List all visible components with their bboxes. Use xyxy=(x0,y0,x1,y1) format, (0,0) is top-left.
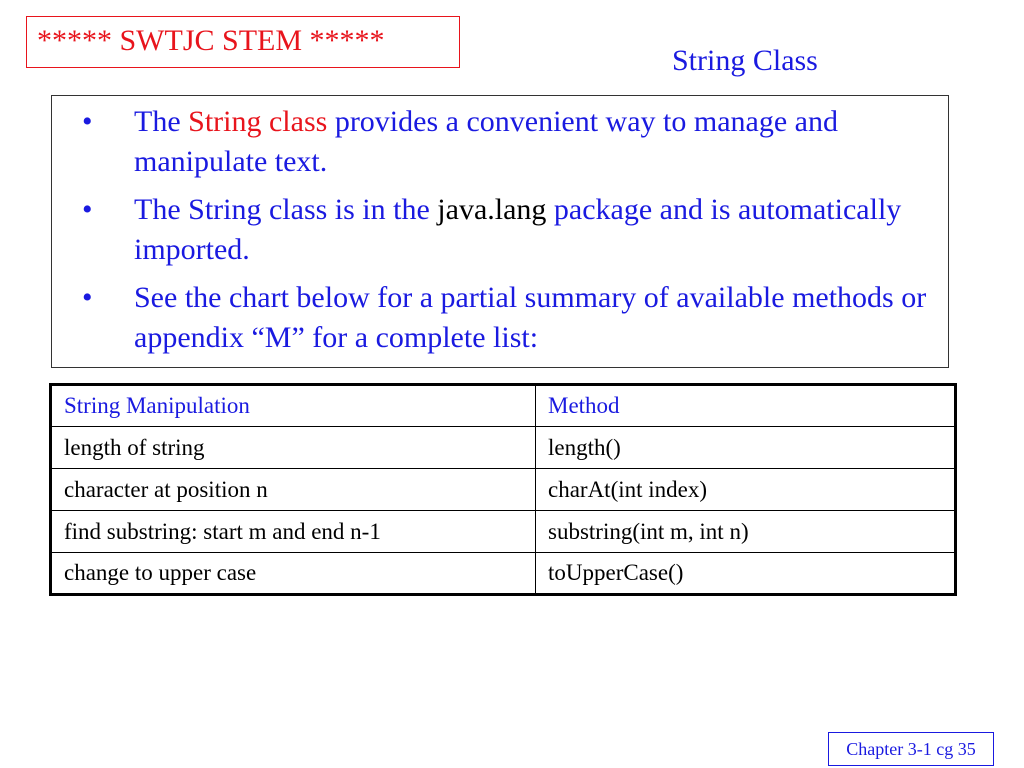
bullet-1-text-end: provides a convenient way to manage and manipulate text. xyxy=(134,105,838,178)
table-row xyxy=(51,427,956,469)
bullet-2-text-end: package and is automatically imported. xyxy=(134,193,902,266)
table-row xyxy=(51,511,956,553)
slide-title: String Class xyxy=(672,44,818,77)
table-cell: length() xyxy=(536,427,956,469)
string-methods-table xyxy=(49,383,957,596)
footer-page-label: Chapter 3-1 cg 35 xyxy=(828,732,994,766)
table-cell: character at position n xyxy=(51,469,536,511)
bullet-marker: • xyxy=(82,281,93,314)
header-banner: ***** SWTJC STEM ***** xyxy=(26,16,460,68)
table-cell: find substring: start m and end n-1 xyxy=(51,511,536,553)
bullet-item-1 xyxy=(52,102,948,182)
table-row xyxy=(51,469,956,511)
bullet-marker: • xyxy=(82,105,93,138)
bullet-list-box xyxy=(51,95,949,368)
table-cell: charAt(int index) xyxy=(536,469,956,511)
bullet-3-text: See the chart below for a partial summary of available methods or appendix “M” for a complete list: xyxy=(134,281,927,354)
bullet-item-2 xyxy=(52,190,948,270)
table-header-cell: Method xyxy=(536,385,956,427)
bullet-2-package-name: java.lang xyxy=(437,193,547,226)
table-row xyxy=(51,553,956,595)
bullet-1-text-start: The xyxy=(134,105,189,138)
bullet-1-highlight: String class xyxy=(188,105,328,138)
table-cell: substring(int m, int n) xyxy=(536,511,956,553)
bullet-2-text-start: The String class is in the xyxy=(134,193,438,226)
table-cell: toUpperCase() xyxy=(536,553,956,595)
bullet-item-3 xyxy=(52,278,948,358)
table-cell: change to upper case xyxy=(51,553,536,595)
table-header-row xyxy=(51,385,956,427)
table-header-cell: String Manipulation xyxy=(51,385,536,427)
bullet-marker: • xyxy=(82,193,93,226)
table-cell: length of string xyxy=(51,427,536,469)
